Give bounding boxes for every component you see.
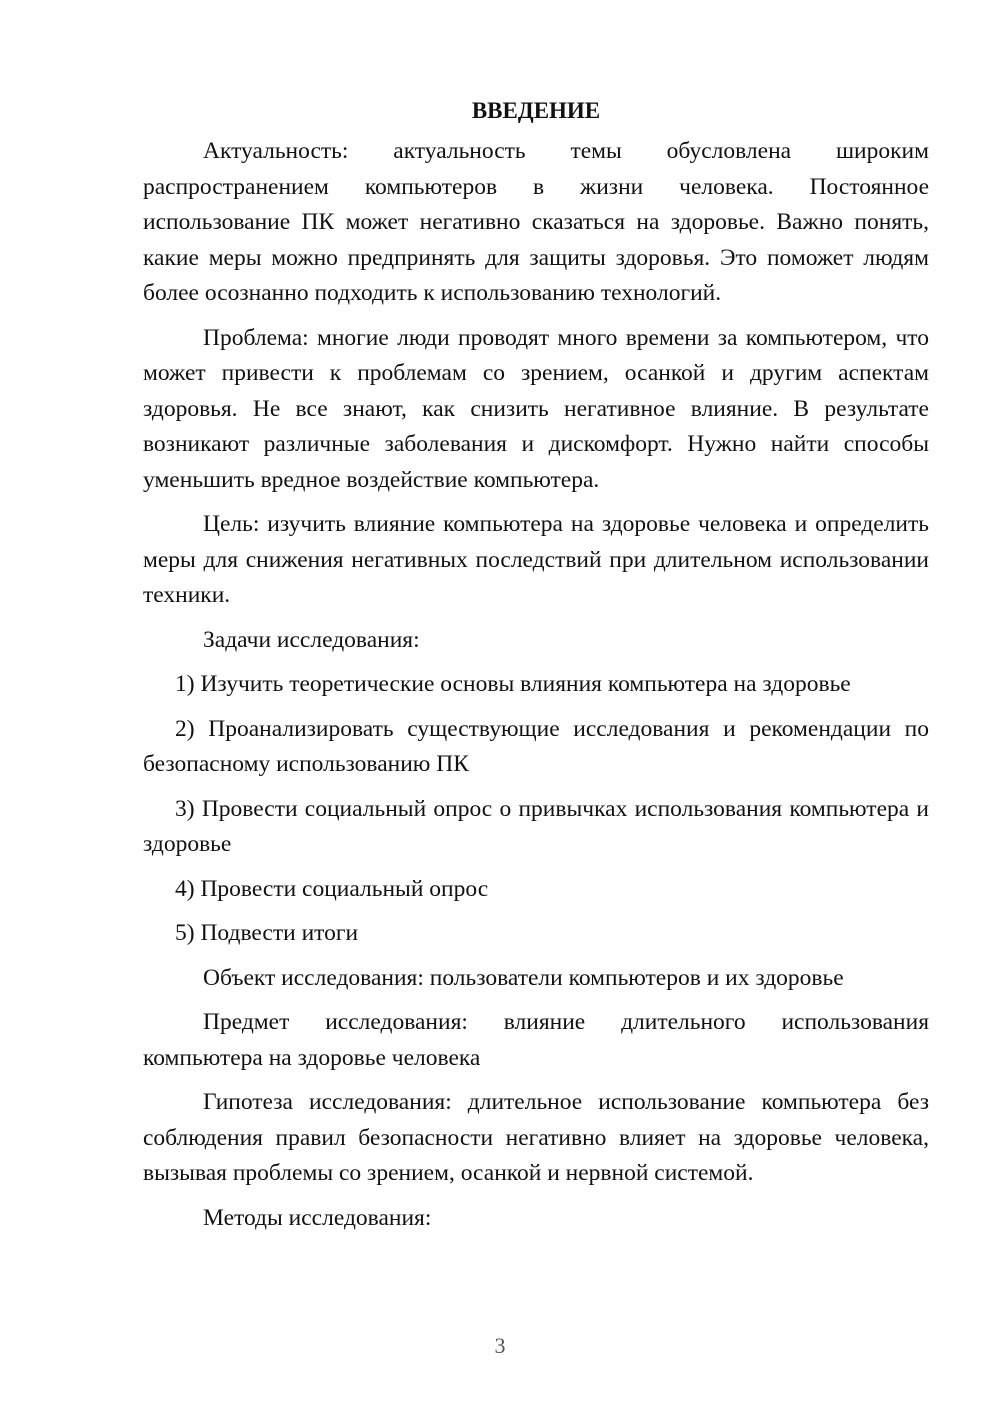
task-item-5: 5) Подвести итоги xyxy=(175,920,359,946)
relevance-paragraph: Актуальность: актуальность темы обусловлена широким распространением компьютеров в жизни человека. Постоянное использование ПК может негативно сказаться на здоровье. Важно понять, какие меры можно предпринять для защиты здоровья. Это поможет людям более осознанно подходить к использованию технологий. xyxy=(143,138,929,306)
document-body xyxy=(143,93,929,1245)
goal-paragraph: Цель: изучить влияние компьютера на здоровье человека и определить меры для снижения негативных последствий при длительном использовании техники. xyxy=(143,511,929,608)
subject-paragraph: Предмет исследования: влияние длительного использования компьютера на здоровье человека xyxy=(143,1009,929,1071)
task-item-2: 2) Проанализировать существующие исследования и рекомендации по безопасному использованию ПК xyxy=(143,715,929,777)
methods-heading: Методы исследования: xyxy=(203,1204,432,1231)
object-paragraph: Объект исследования: пользователи компьютеров и их здоровье xyxy=(203,964,844,991)
page-number: 3 xyxy=(494,1333,506,1358)
problem-paragraph: Проблема: многие люди проводят много времени за компьютером, что может привести к проблемам со зрением, осанкой и другим аспектам здоровья. Не все знают, как снизить негативное влияние. В результате возникают различные заболевания и дискомфорт. Нужно найти способы уменьшить вредное воздействие компьютера. xyxy=(143,324,929,493)
tasks-heading: Задачи исследования: xyxy=(203,626,420,653)
hypothesis-paragraph: Гипотеза исследования: длительное использование компьютера без соблюдения правил безопасности негативно влияет на здоровье человека, вызывая проблемы со зрением, осанкой и нервной системой. xyxy=(143,1089,929,1186)
task-item-4: 4) Провести социальный опрос xyxy=(175,875,489,902)
section-title: ВВЕДЕНИЕ xyxy=(471,98,601,123)
task-item-3: 3) Провести социальный опрос о привычках использования компьютера и здоровье xyxy=(143,795,929,857)
task-item-1: 1) Изучить теоретические основы влияния компьютера на здоровье xyxy=(175,671,851,697)
